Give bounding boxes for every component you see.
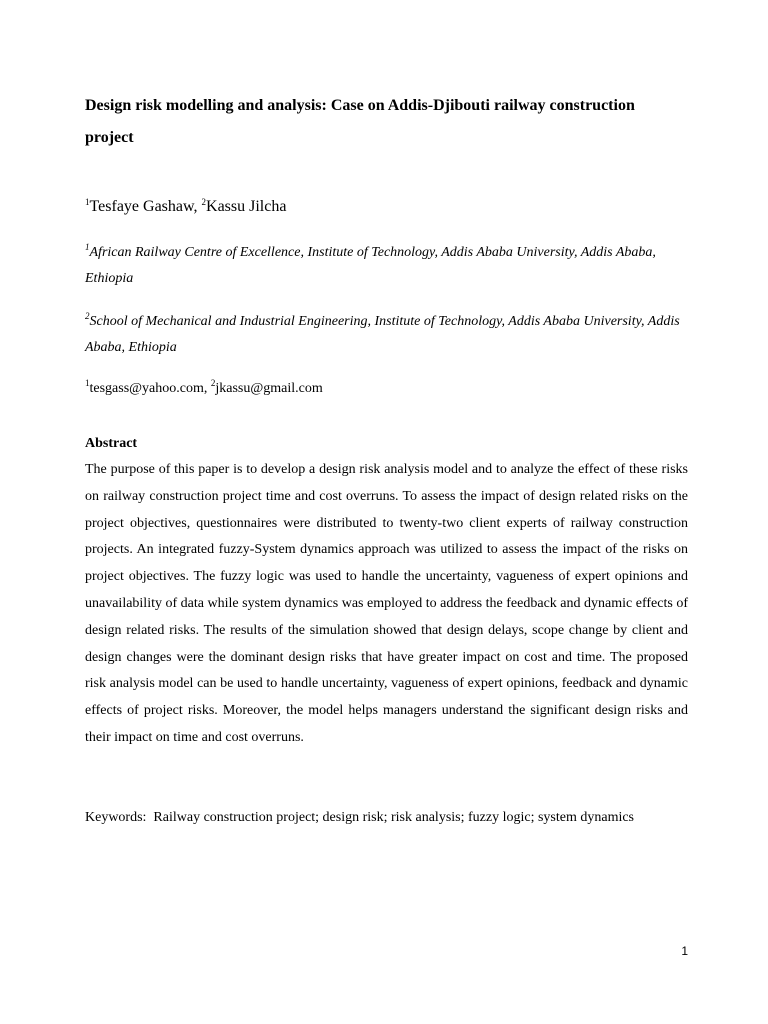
- paper-title: Design risk modelling and analysis: Case on Addis-Djibouti railway construction project: [85, 97, 635, 146]
- author-list: [85, 196, 286, 218]
- email-separator: ,: [203, 381, 211, 396]
- affiliation-1-text: African Railway Centre of Excellence, Institute of Technology, Addis Ababa University, Addis Ababa, Ethiopia: [85, 245, 656, 286]
- author-1-name: Tesfaye Gashaw: [89, 198, 194, 215]
- email-2-superscript: 2: [210, 378, 216, 388]
- abstract-body: The purpose of this paper is to develop a design risk analysis model and to analyze the effect of these risks on railway construction project time and cost overruns. To assess the impact of design related risks on the project objectives, questionnaires were distributed to twenty-two client experts of railway construction projects. An integrated fuzzy-System dynamics approach was utilized to assess the impact of the risks on project objectives. The fuzzy logic was used to handle the uncertainty, vagueness of expert opinions and unavailability of data while system dynamics was employed to address the feedback and dynamic effects of design related risks. The results of the simulation showed that design delays, scope change by client and design changes were the dominant design risks that have greater impact on cost and time. The proposed risk analysis model can be used to handle uncertainty, vagueness of expert opinions, feedback and dynamic effects of project risks. Moreover, the model helps managers understand the significant design risks and their impact on time and cost overruns.: [85, 462, 688, 745]
- email-list: [85, 378, 323, 400]
- affiliation-2-superscript: 2: [85, 311, 90, 321]
- email-2-address: jkassu@gmail.com: [215, 381, 323, 396]
- author-separator: ,: [193, 198, 202, 215]
- author-1-superscript: 1: [85, 197, 90, 207]
- abstract-heading: Abstract: [85, 436, 138, 451]
- affiliation-2: [85, 309, 685, 361]
- email-1-address: tesgass@yahoo.com: [89, 381, 204, 396]
- keywords-line: Keywords: Railway construction project; design risk; risk analysis; fuzzy logic; system dynamics: [85, 810, 635, 825]
- affiliation-1: [85, 240, 685, 292]
- affiliation-2-text: School of Mechanical and Industrial Engineering, Institute of Technology, Addis Ababa University, Addis Ababa, Ethiopia: [85, 314, 680, 355]
- email-1-superscript: 1: [85, 378, 90, 388]
- author-2-superscript: 2: [201, 197, 207, 207]
- affiliation-1-superscript: 1: [85, 242, 90, 252]
- page-number: 1: [681, 944, 688, 958]
- author-2-name: Kassu Jilcha: [206, 198, 287, 215]
